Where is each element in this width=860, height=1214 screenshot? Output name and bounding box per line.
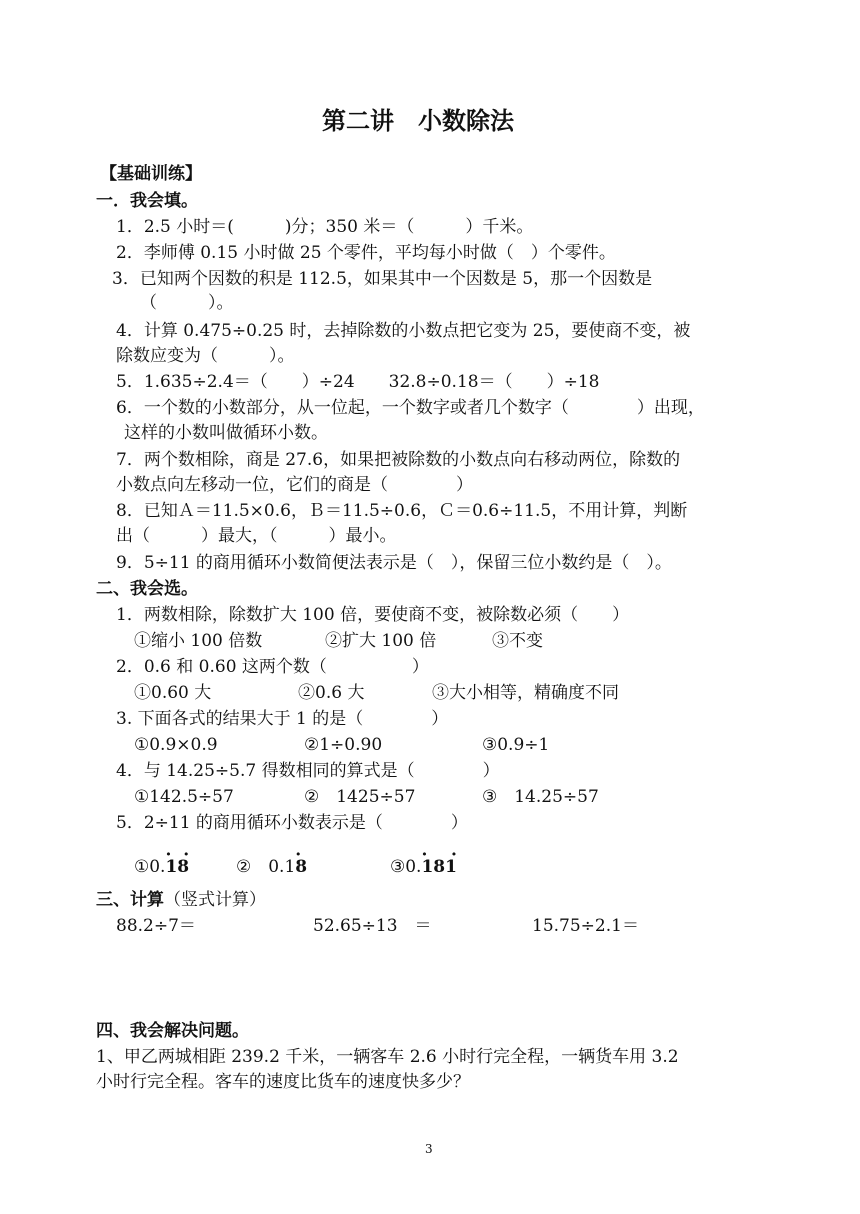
s2-q4: 4．与 14.25÷5.7 得数相同的算式是（ ） (116, 761, 500, 781)
section-1-heading: 一．我会填。 (96, 191, 198, 211)
s1-q6-line1: 6．一个数的小数部分，从一位起，一个数字或者几个数字（ ）出现， (116, 398, 705, 418)
s2-q1-option-3: ③不变 (492, 631, 543, 651)
section-3-title: 三、计算 (96, 890, 164, 910)
page-title: 第二讲 小数除法 (322, 107, 514, 135)
section-3-heading (96, 889, 266, 911)
s1-q8-line2: 出（ ）最大，（ ）最小。 (116, 526, 397, 546)
s2-q3: 3. 下面各式的结果大于 1 的是（ ） (116, 709, 449, 729)
s2-q5-option-1 (134, 856, 189, 878)
s1-q8-line1: 8．已知Ａ＝11.5×0.6，Ｂ＝11.5÷0.6，Ｃ＝0.6÷11.5，不用计算，判断 (116, 501, 688, 521)
s1-q5: 5．1.635÷2.4＝（ ）÷24 32.8÷0.18＝（ ）÷18 (116, 372, 600, 392)
s2-q1-option-2: ②扩大 100 倍 (325, 631, 437, 651)
s2-q5-option-1-repeat: · 18 · (165, 856, 189, 878)
s4-problem-1-line1: 1、甲乙两城相距 239.2 千米，一辆客车 2.6 小时行完全程，一辆货车用 3.2 (96, 1047, 679, 1067)
s1-q2: 2．李师傅 0.15 小时做 25 个零件，平均每小时做（ ）个零件。 (116, 243, 616, 263)
s2-q2-option-3: ③大小相等，精确度不同 (432, 683, 619, 703)
s2-q5-option-1-prefix: ①0. (134, 857, 166, 877)
section-2-heading: 二、我会选。 (96, 579, 198, 599)
s2-q2-option-2: ②0.6 大 (298, 683, 365, 703)
s1-q7-line2: 小数点向左移动一位，它们的商是（ ） (116, 475, 473, 495)
s1-q6-line2: 这样的小数叫做循环小数。 (124, 423, 328, 443)
s2-q3-option-2: ②1÷0.90 (304, 735, 383, 755)
s2-q5-option-2-prefix: ② 0.1 (236, 857, 296, 877)
s2-q5-option-2 (236, 856, 307, 878)
s1-q3-line1: 3．已知两个因数的积是 112.5，如果其中一个因数是 5，那一个因数是 (112, 269, 653, 289)
section-3-note: （竖式计算） (164, 890, 266, 910)
s3-calc-2: 52.65÷13 ＝ (313, 916, 432, 936)
page-number: 3 (425, 1142, 433, 1156)
s1-q9: 9．5÷11 的商用循环小数简便法表示是（ ），保留三位小数约是（ ）。 (116, 553, 672, 573)
s2-q5-option-3-repeat: · 181 · (421, 856, 457, 878)
s2-q5-option-3 (390, 856, 457, 878)
s1-q4-line1: 4．计算 0.475÷0.25 时，去掉除数的小数点把它变为 25，要使商不变，被 (116, 321, 691, 341)
s2-q3-option-1: ①0.9×0.9 (134, 735, 218, 755)
s3-calc-1: 88.2÷7＝ (116, 916, 196, 936)
s2-q4-option-3: ③ 14.25÷57 (482, 787, 599, 807)
s2-q1-option-1: ①缩小 100 倍数 (134, 631, 263, 651)
s2-q1: 1．两数相除，除数扩大 100 倍，要使商不变，被除数必须（ ） (116, 605, 630, 625)
section-subtitle: 【基础训练】 (100, 164, 202, 184)
s2-q4-option-1: ①142.5÷57 (134, 787, 234, 807)
section-4-heading: 四、我会解决问题。 (96, 1021, 249, 1041)
s2-q4-option-2: ② 1425÷57 (304, 787, 416, 807)
s3-calc-3: 15.75÷2.1＝ (532, 916, 639, 936)
s1-q4-line2: 除数应变为（ ）。 (116, 346, 295, 366)
s1-q1: 1．2.5 小时＝( )分；350 米＝（ ）千米。 (116, 217, 534, 237)
s2-q5-option-3-prefix: ③0. (390, 857, 422, 877)
s2-q2: 2．0.6 和 0.60 这两个数（ ） (116, 657, 429, 677)
s2-q5-option-2-repeat: · 8 (295, 856, 307, 878)
s2-q3-option-3: ③0.9÷1 (482, 735, 550, 755)
s1-q7-line1: 7．两个数相除，商是 27.6，如果把被除数的小数点向右移动两位，除数的 (116, 450, 681, 470)
s2-q2-option-1: ①0.60 大 (134, 683, 212, 703)
s4-problem-1-line2: 小时行完全程。客车的速度比货车的速度快多少？ (96, 1072, 470, 1092)
s1-q3-line2: （ ）。 (140, 293, 234, 313)
s2-q5: 5．2÷11 的商用循环小数表示是（ ） (116, 813, 468, 833)
